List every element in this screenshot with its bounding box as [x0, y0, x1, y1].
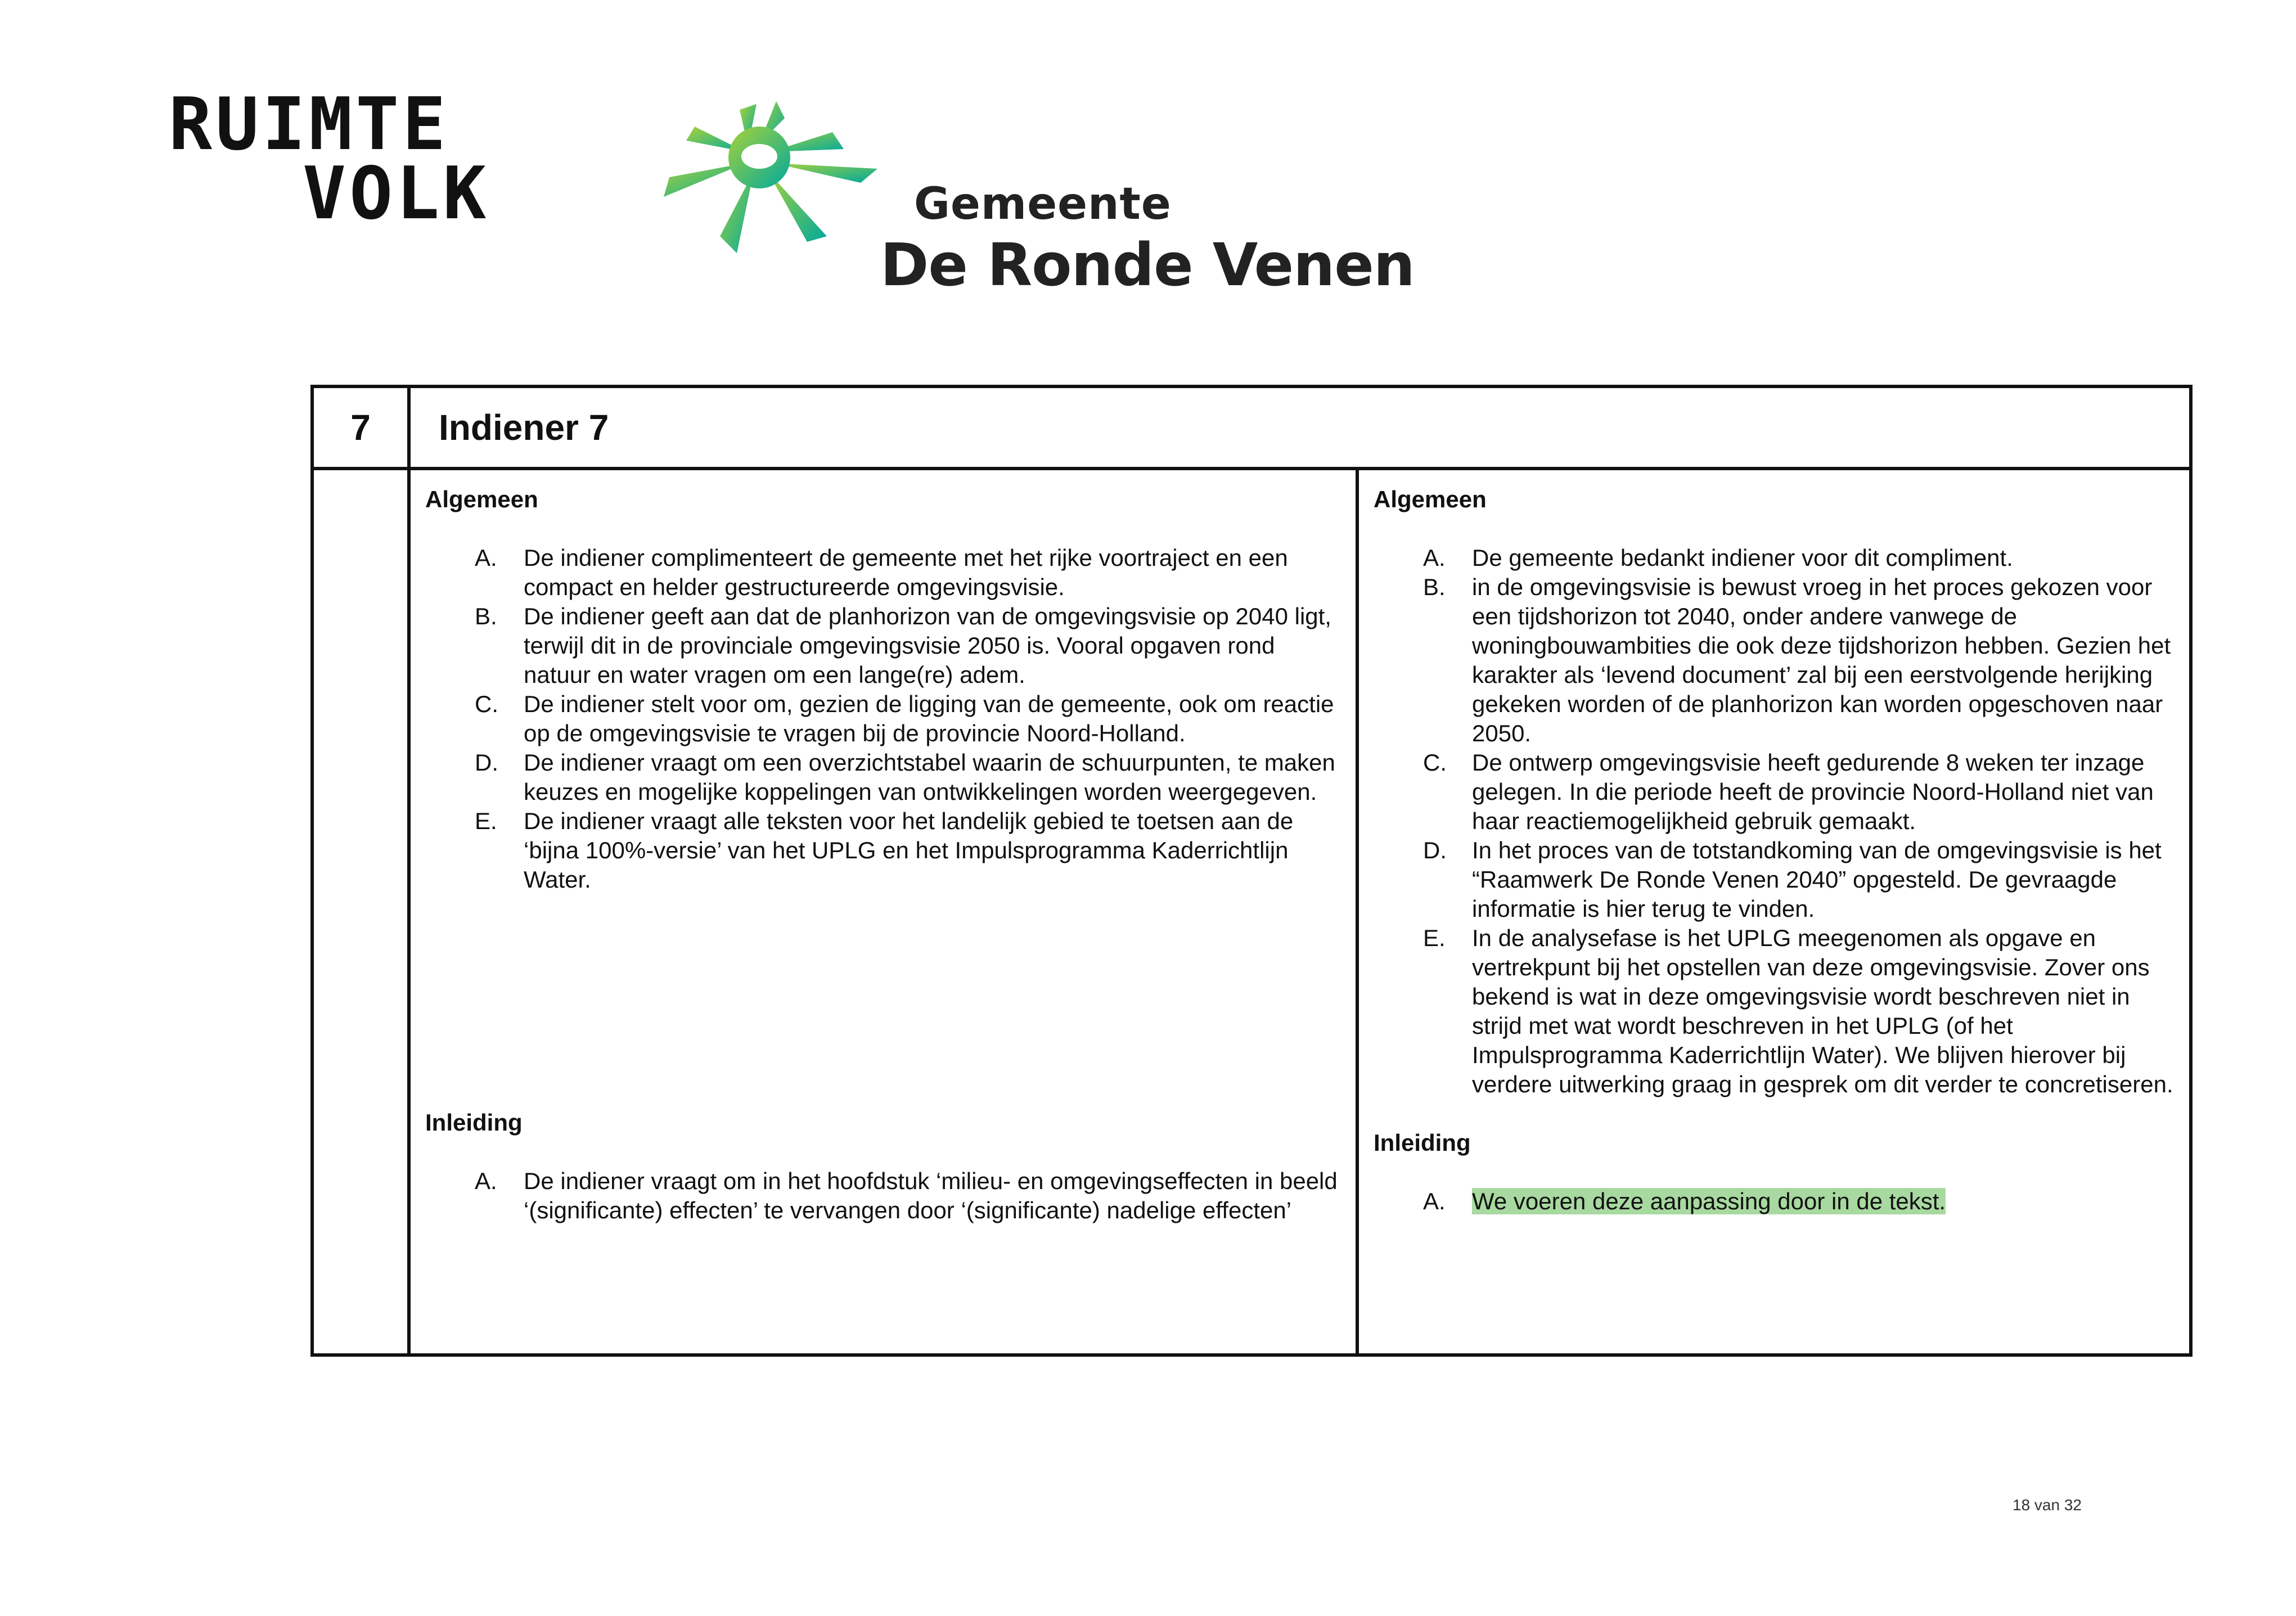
table-body-row [312, 469, 2191, 1355]
ruimtevolk-wordmark [169, 90, 574, 225]
star-emblem-icon [652, 96, 889, 264]
list-item: D. De indiener vraagt om een overzichtstabel waarin de schuurpunten, te maken keuzes en mogelijke koppelingen van ontwikkelingen worden weergegeven. [475, 749, 1335, 805]
table-header-row [312, 386, 2191, 469]
submitter-points-cell [409, 469, 1357, 1355]
section-title-algemeen: Algemeen [1374, 486, 1487, 512]
section-title-algemeen: Algemeen [425, 486, 538, 512]
list-item: B. De indiener geeft aan dat de planhorizon van de omgevingsvisie op 2040 ligt, terwijl dit in de provinciale omgevingsvisie 2050 is. Vooral opgaven rond natuur en water vragen om een lange(re) adem. [475, 603, 1331, 688]
section-title-inleiding: Inleiding [1374, 1129, 1471, 1156]
page-number: 18 van 32 [2013, 1496, 2082, 1514]
submitter-title: Indiener 7 [409, 386, 2191, 469]
ruimtevolk-line1: RUIMTE [169, 90, 449, 166]
list-item: C. De ontwerp omgevingsvisie heeft gedurende 8 weken ter inzage gelegen. In die periode heeft de provincie Noord-Holland niet van haar reactiemogelijkheid gebruik gemaakt. [1423, 749, 2154, 834]
municipality-response-cell [1357, 469, 2191, 1355]
ruimtevolk-logo [169, 90, 574, 225]
list-item: D. In het proces van de totstandkoming van de omgevingsvisie is het “Raamwerk De Ronde Venen 2040” opgesteld. De gevraagde informatie is hier terug te vinden. [1423, 837, 2162, 922]
list-item: E. De indiener vraagt alle teksten voor het landelijk gebied te toetsen aan de ‘bijna 100%-versie’ van het UPLG en het Impulsprogramma Kaderrichtlijn Water. [475, 808, 1294, 893]
submitter-number: 7 [312, 386, 409, 469]
gemeente-logo [652, 96, 1415, 304]
section-title-inleiding: Inleiding [425, 1109, 523, 1136]
ruimtevolk-line2: VOLK [303, 152, 490, 225]
highlighted-response: We voeren deze aanpassing door in de tekst. [1472, 1188, 1946, 1214]
algemeen-points-list [425, 543, 1341, 894]
algemeen-responses-list [1374, 543, 2175, 1099]
municipality-name: De Ronde Venen [880, 231, 1415, 299]
inleiding-points-list [425, 1167, 1341, 1225]
list-item: A. De indiener complimenteert de gemeente met het rijke voortraject en een compact en helder gestructureerde omgevingsvisie. [475, 544, 1288, 600]
list-item: E. In de analysefase is het UPLG meegenomen als opgave en vertrekpunt bij het opstellen van deze omgevingsvisie. Zover ons bekend is wat in deze omgevingsvisie wordt beschreven niet in strijd met wat wordt beschreven in het UPLG (of het Impulsprogramma Kaderrichtlijn Water). We blijven hierover bij verdere uitwerking graag in gesprek om dit verder te concretiseren. [1423, 925, 2173, 1097]
list-item: A. De indiener vraagt om in het hoofdstuk ‘milieu- en omgevingseffecten in beeld ‘(significante) effecten’ te vervangen door ‘(significante) nadelige effecten’ [475, 1168, 1338, 1223]
list-item: C. De indiener stelt voor om, gezien de ligging van de gemeente, ook om reactie op de omgevingsvisie te vragen bij de provincie Noord-Holland. [475, 691, 1334, 746]
list-item: B. in de omgevingsvisie is bewust vroeg in het proces gekozen voor een tijdshorizon tot 2040, onder andere vanwege de woningbouwambities die ook deze tijdshorizon hebben. Gezien het karakter als ‘levend document’ zal bij een eerstvolgende herijking gekeken worden of de planhorizon kan worden opgeschoven naar 2050. [1423, 574, 2171, 746]
response-table [310, 385, 2193, 1357]
gemeente-label: Gemeente [914, 179, 1172, 229]
list-item: A. De gemeente bedankt indiener voor dit compliment. [1423, 544, 2013, 571]
list-item: A. We voeren deze aanpassing door in de tekst. [1423, 1188, 1946, 1214]
number-column-spacer [312, 469, 409, 1355]
inleiding-responses-list [1374, 1187, 2175, 1216]
